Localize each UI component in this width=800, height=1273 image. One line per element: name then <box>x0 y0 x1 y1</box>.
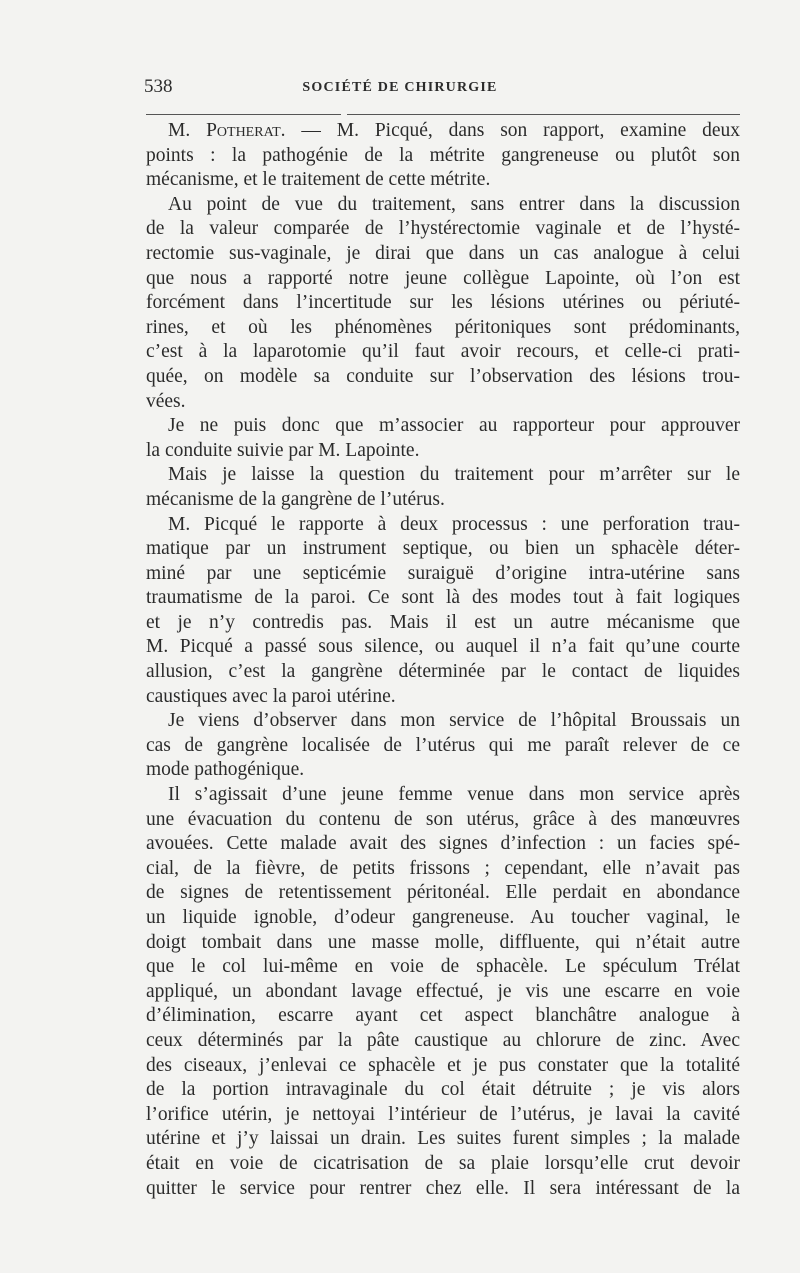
paragraph <box>146 709 740 783</box>
header-rule-right <box>347 114 740 115</box>
page-number: 538 <box>144 76 173 97</box>
text-line: était en voie de cicatrisation de sa plaie lorsqu’elle crut devoir <box>146 1152 740 1174</box>
text-line: Au point de vue du traitement, sans entrer dans la discussion <box>168 193 740 215</box>
text-line: l’orifice utérin, je nettoyai l’intérieur de l’utérus, je lavai la cavité <box>146 1103 740 1125</box>
text-line: de signes de retentissement péritonéal. Elle perdait en abondance <box>146 882 740 904</box>
text-line: miné par une septicémie suraiguë d’origine intra-utérine sans <box>146 562 740 584</box>
text-line: points : la pathogénie de la métrite gangreneuse ou plutôt son <box>146 144 740 166</box>
paragraph <box>146 193 740 414</box>
text-line: rectomie sus-vaginale, je dirai que dans un cas analogue à celui <box>146 242 740 264</box>
text-line: une évacuation du contenu de son utérus, grâce à des manœuvres <box>146 808 740 830</box>
body-text <box>146 119 740 1201</box>
text-line: matique par un instrument septique, ou bien un sphacèle déter- <box>146 538 740 560</box>
text-line: mécanisme de la gangrène de l’utérus. <box>146 488 445 510</box>
text-line: mécanisme, et le traitement de cette métrite. <box>146 169 491 191</box>
text-line: la conduite suivie par M. Lapointe. <box>146 439 420 461</box>
text-line: de la portion intravaginale du col était détruite ; je vis alors <box>146 1079 740 1101</box>
text-line: des ciseaux, j’enlevai ce sphacèle et je pus constater que la totalité <box>146 1054 740 1076</box>
paragraph <box>146 513 740 710</box>
text-line: allusion, c’est la gangrène déterminée par le contact de liquides <box>146 661 740 683</box>
text-line: d’élimination, escarre ayant cet aspect blanchâtre analogue à <box>146 1005 740 1027</box>
text-line: mode pathogénique. <box>146 759 305 781</box>
text-line: que le col lui-même en voie de sphacèle. Le spéculum Trélat <box>146 956 740 978</box>
text-line: M. Picqué le rapporte à deux processus : une perforation trau- <box>168 513 740 535</box>
text-line: ceux déterminés par la pâte caustique au chlorure de zinc. Avec <box>146 1029 740 1051</box>
text-line: un liquide ignoble, d’odeur gangreneuse. Au toucher vaginal, le <box>146 907 740 928</box>
text-line: Je viens d’observer dans mon service de l’hôpital Broussais un <box>168 710 740 732</box>
text-line: Je ne puis donc que m’associer au rapporteur pour approuver <box>168 415 740 437</box>
text-line: Mais je laisse la question du traitement pour m’arrêter sur le <box>168 464 740 486</box>
running-title: SOCIÉTÉ DE CHIRURGIE <box>302 80 498 95</box>
paragraph <box>146 463 740 512</box>
text-line: avouées. Cette malade avait des signes d’infection : un facies spé- <box>146 833 740 855</box>
text-line: Il s’agissait d’une jeune femme venue dans mon service après <box>168 784 740 806</box>
text-line: et je n’y contredis pas. Mais il est un autre mécanisme que <box>146 611 740 633</box>
text-line: caustiques avec la paroi utérine. <box>146 685 396 707</box>
text-line: utérine et j’y laissai un drain. Les suites furent simples ; la malade <box>146 1128 740 1150</box>
text-line: quitter le service pour rentrer chez elle. Il sera intéressant de la <box>146 1177 740 1199</box>
text-line <box>146 119 740 144</box>
text-line: rines, et où les phénomènes péritoniques sont prédominants, <box>146 316 740 338</box>
text-line: cas de gangrène localisée de l’utérus qui me paraît relever de ce <box>146 734 740 756</box>
text-line: cial, de la fièvre, de petits frissons ; cependant, elle n’avait pas <box>146 857 740 879</box>
header-rule-left <box>146 114 341 115</box>
line-text: — M. Picqué, dans son rapport, examine deux <box>285 120 740 141</box>
text-line: doigt tombait dans une masse molle, diffluente, qui n’était autre <box>146 931 740 953</box>
paragraph <box>146 783 740 1201</box>
paragraph <box>146 414 740 463</box>
text-line: M. Picqué a passé sous silence, ou auquel il n’a fait qu’une courte <box>146 636 740 658</box>
text-line: quée, on modèle sa conduite sur l’observation des lésions trou- <box>146 365 740 387</box>
text-line: traumatisme de la paroi. Ce sont là des modes tout à fait logiques <box>146 587 740 609</box>
text-line: c’est à la laparotomie qu’il faut avoir recours, et celle-ci prati- <box>146 341 740 363</box>
text-line: forcément dans l’incertitude sur les lésions utérines ou périuté- <box>146 292 740 314</box>
text-line: de la valeur comparée de l’hystérectomie vaginale et de l’hysté- <box>146 218 740 240</box>
text-line: que nous a rapporté notre jeune collègue Lapointe, où l’on est <box>146 267 740 289</box>
text-line: appliqué, un abondant lavage effectué, je vis une escarre en voie <box>146 980 740 1002</box>
speaker-name: M. Potherat. <box>168 120 286 141</box>
paragraph <box>146 119 740 193</box>
text-line: vées. <box>146 390 186 412</box>
